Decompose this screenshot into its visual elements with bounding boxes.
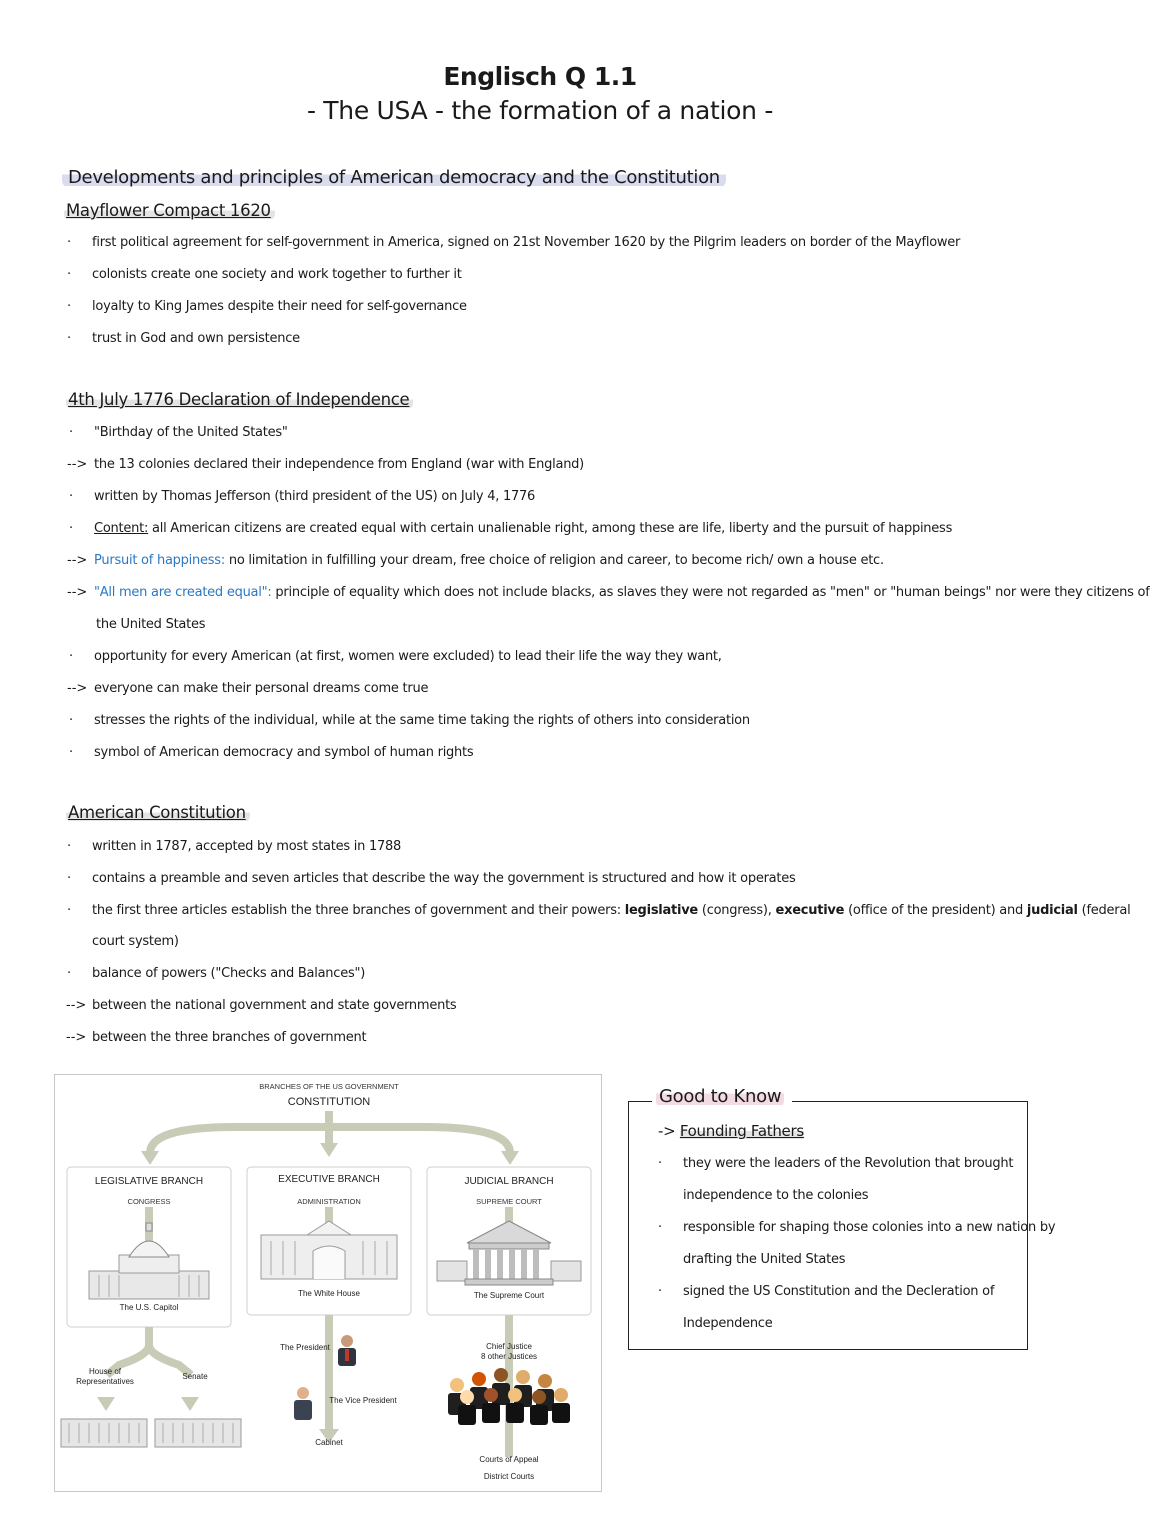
list-item-branches — [92, 903, 1130, 918]
branches-text: (office of the president) and — [844, 903, 1027, 918]
bullet-marker: · — [67, 966, 72, 981]
arrow-head-senate — [181, 1397, 199, 1411]
vice-president-label: The Vice President — [329, 1396, 397, 1405]
diagram-svg — [55, 1075, 601, 1491]
bullet-marker: · — [69, 521, 74, 536]
list-item-content — [94, 521, 952, 536]
house-building-icon — [61, 1419, 147, 1447]
equal-label: "All men are created equal": — [94, 585, 272, 600]
arrow-marker: --> — [67, 585, 88, 600]
president-label: The President — [280, 1343, 330, 1352]
list-item: everyone can make their personal dreams come true — [94, 681, 429, 696]
house-label: House of — [88, 1367, 122, 1376]
executive-sub: ADMINISTRATION — [297, 1197, 361, 1206]
list-item: responsible for shaping those colonies into a new nation by — [683, 1220, 1056, 1235]
list-item: written in 1787, accepted by most states in 1788 — [92, 839, 402, 854]
list-item: opportunity for every American (at first, women were excluded) to lead their life the way they want, — [94, 649, 722, 664]
list-item: first political agreement for self-government in America, signed on 21st November 1620 by the Pilgrim leaders on border of the Mayflower — [92, 235, 961, 250]
executive-title: EXECUTIVE BRANCH — [278, 1174, 380, 1185]
list-item: between the three branches of government — [92, 1030, 367, 1045]
bullet-marker: · — [69, 745, 74, 760]
list-item: contains a preamble and seven articles that describe the way the government is structured and how it operates — [92, 871, 796, 886]
founding-fathers-label: Founding Fathers — [679, 1122, 804, 1140]
arrow-head-judicial — [501, 1151, 519, 1165]
bullet-marker: · — [658, 1156, 663, 1171]
other-justices-label: 8 other Justices — [480, 1352, 538, 1361]
list-item: written by Thomas Jefferson (third president of the US) on July 4, 1776 — [94, 489, 536, 504]
list-item-continued: the United States — [96, 617, 206, 632]
bullet-marker: · — [658, 1220, 663, 1235]
courts-of-appeal-label: Courts of Appeal — [479, 1455, 539, 1464]
list-item: "Birthday of the United States" — [94, 425, 288, 440]
government-branches-diagram — [54, 1074, 602, 1492]
good-to-know-title — [652, 1086, 792, 1107]
list-item-continued: Independence — [683, 1316, 773, 1331]
pursuit-label: Pursuit of happiness: — [94, 553, 225, 568]
bullet-marker: · — [67, 235, 72, 250]
content-text: all American citizens are created equal with certain unalienable right, among these are life, liberty and the pursuit of happiness — [151, 521, 953, 536]
arrow-marker: --> — [66, 1030, 87, 1045]
president-person-icon — [338, 1335, 356, 1366]
good-to-know-title-text: Good to Know — [656, 1086, 784, 1107]
bullet-marker: · — [69, 713, 74, 728]
pursuit-text: no limitation in fulfilling your dream, free choice of religion and career, to become rich/ own a house etc. — [228, 553, 884, 568]
founding-fathers-heading — [658, 1122, 804, 1140]
list-item: between the national government and state governments — [92, 998, 457, 1013]
judicial-title: JUDICIAL BRANCH — [464, 1176, 554, 1187]
arrow-marker: -> — [658, 1122, 676, 1140]
arrow-marker: --> — [67, 681, 88, 696]
diagram-top-label: BRANCHES OF THE US GOVERNMENT — [259, 1082, 399, 1091]
branches-text: the first three articles establish the three branches of government and their powers: — [92, 903, 621, 918]
bullet-marker: · — [67, 871, 72, 886]
bullet-marker: · — [69, 649, 74, 664]
senate-building-icon — [155, 1419, 241, 1447]
bullet-marker: · — [67, 299, 72, 314]
branches-text: (congress), — [698, 903, 776, 918]
arrow-head-house — [97, 1397, 115, 1411]
diagram-constitution-label: CONSTITUTION — [287, 1096, 371, 1108]
list-item: colonists create one society and work together to further it — [92, 267, 462, 282]
bullet-marker: · — [67, 331, 72, 346]
arrow-marker: --> — [67, 553, 88, 568]
senate-label: Senate — [182, 1372, 208, 1381]
list-item: the 13 colonies declared their independence from England (war with England) — [94, 457, 585, 472]
supreme-court-label: The Supreme Court — [473, 1291, 545, 1300]
list-item-continued: independence to the colonies — [683, 1188, 869, 1203]
legislative-sub: CONGRESS — [127, 1197, 171, 1206]
white-house-label: The White House — [298, 1289, 360, 1298]
bullet-marker: · — [67, 839, 72, 854]
arrow-marker: --> — [67, 457, 88, 472]
bullet-marker: · — [67, 903, 72, 918]
bullet-marker: · — [69, 489, 74, 504]
bullet-marker: · — [658, 1284, 663, 1299]
list-item: loyalty to King James despite their need for self-governance — [92, 299, 467, 314]
judicial-sub: SUPREME COURT — [476, 1197, 542, 1206]
list-item: signed the US Constitution and the Decleration of — [683, 1284, 995, 1299]
executive-term: executive — [775, 903, 845, 918]
equal-text: principle of equality which does not include blacks, as slaves they were not regarded as "men" or "human beings" nor were they citizens of — [275, 585, 1150, 600]
content-label: Content: — [94, 521, 149, 536]
list-item-continued: court system) — [92, 934, 179, 949]
arrow-head-legislative — [141, 1151, 159, 1165]
page-subtitle: - The USA - the formation of a nation - — [306, 96, 774, 125]
list-item: balance of powers ("Checks and Balances") — [92, 966, 366, 981]
section-heading-mayflower: Mayflower Compact 1620 — [64, 201, 275, 220]
bullet-marker: · — [69, 425, 74, 440]
vice-president-person-icon — [294, 1387, 312, 1420]
list-item: they were the leaders of the Revolution that brought — [683, 1156, 1014, 1171]
chief-justice-label: Chief Justice — [486, 1342, 532, 1351]
section-heading-constitution: American Constitution — [66, 803, 250, 822]
list-item: stresses the rights of the individual, while at the same time taking the rights of others into consideration — [94, 713, 750, 728]
section-heading-declaration: 4th July 1776 Declaration of Independence — [66, 390, 413, 409]
list-item-equal — [94, 585, 1150, 600]
capitol-label: The U.S. Capitol — [119, 1303, 179, 1312]
page-title: Englisch Q 1.1 — [443, 62, 637, 91]
branches-text: (federal — [1077, 903, 1131, 918]
cabinet-label: Cabinet — [315, 1438, 343, 1447]
list-item-continued: drafting the United States — [683, 1252, 846, 1267]
list-item: symbol of American democracy and symbol of human rights — [94, 745, 474, 760]
district-courts-label: District Courts — [483, 1472, 535, 1481]
house-label-2: Representatives — [76, 1377, 134, 1386]
judicial-term: judicial — [1026, 903, 1078, 918]
arrow-marker: --> — [66, 998, 87, 1013]
arrow-head-executive — [320, 1143, 338, 1157]
legislative-term: legislative — [624, 903, 698, 918]
main-heading: Developments and principles of American democracy and the Constitution — [62, 167, 726, 188]
legislative-title: LEGISLATIVE BRANCH — [94, 1176, 204, 1187]
list-item-pursuit — [94, 553, 884, 568]
bullet-marker: · — [67, 267, 72, 282]
list-item: trust in God and own persistence — [92, 331, 300, 346]
